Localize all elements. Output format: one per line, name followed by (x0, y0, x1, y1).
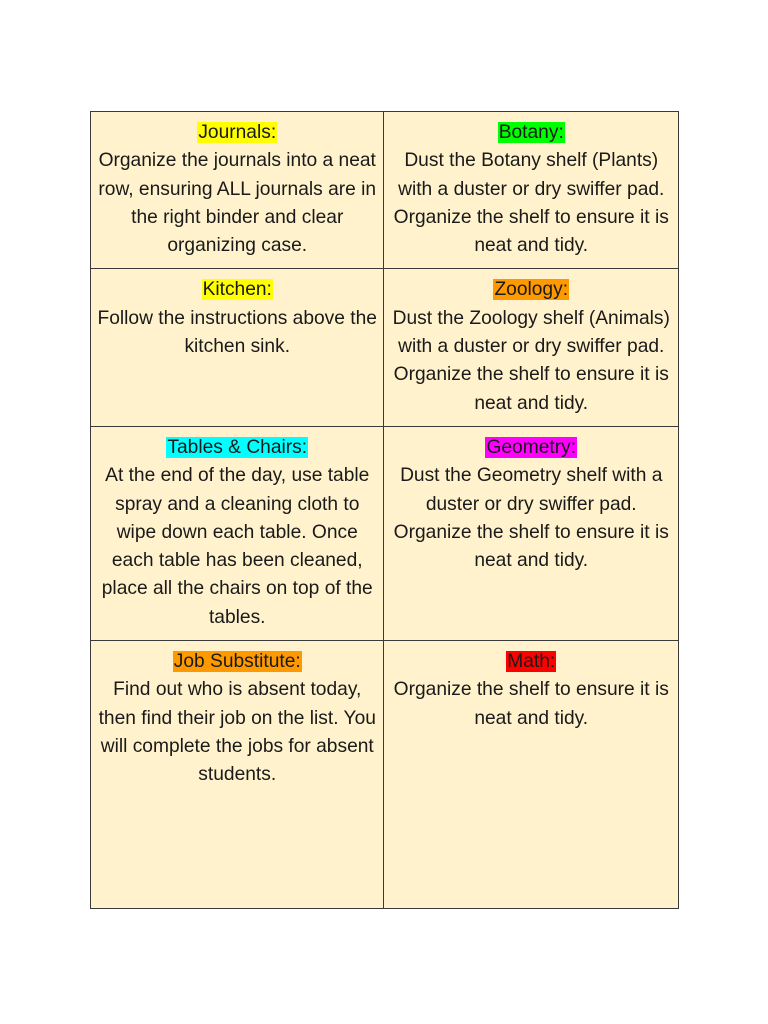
job-description: Dust the Geometry shelf with a duster or dry swiffer pad. Organize the shelf to ensure it is neat and tidy. (393, 465, 669, 572)
job-title: Math: (507, 651, 556, 673)
job-cell-tables-chairs (91, 426, 384, 640)
job-cell-zoology (384, 269, 679, 426)
job-title: Job Substitute: (173, 651, 301, 673)
table-row (91, 426, 679, 640)
job-description: Follow the instructions above the kitchen sink. (97, 307, 377, 358)
table-row (91, 112, 679, 269)
table-row (91, 641, 679, 909)
table-row (91, 269, 679, 426)
job-cell-journals (91, 112, 384, 269)
jobs-table (90, 111, 679, 909)
job-cell-geometry (384, 426, 679, 640)
job-description: Find out who is absent today, then find their job on the list. You will complete the jobs for absent students. (98, 679, 376, 786)
job-description: At the end of the day, use table spray and a cleaning cloth to wipe down each table. Once each table has been cleaned, place all the chairs on top of the tables. (101, 465, 373, 628)
job-title: Geometry: (486, 436, 577, 458)
job-cell-job-substitute (91, 641, 384, 909)
job-title: Zoology: (494, 279, 569, 301)
job-title: Journals: (198, 122, 277, 143)
job-description: Dust the Zoology shelf (Animals) with a duster or dry swiffer pad. Organize the shelf to ensure it is neat and tidy. (392, 307, 670, 414)
job-description: Organize the shelf to ensure it is neat and tidy. (393, 679, 669, 729)
job-cell-kitchen (91, 269, 384, 426)
job-description: Dust the Botany shelf (Plants) with a duster or dry swiffer pad. Organize the shelf to ensure it is neat and tidy. (393, 150, 669, 257)
job-description: Organize the journals into a neat row, ensuring ALL journals are in the right binder and clear organizing case. (98, 150, 377, 257)
job-title: Botany: (498, 122, 564, 143)
job-cell-math (384, 641, 679, 909)
job-title: Kitchen: (202, 279, 272, 301)
job-cell-botany (384, 112, 679, 269)
job-title: Tables & Chairs: (167, 436, 308, 458)
